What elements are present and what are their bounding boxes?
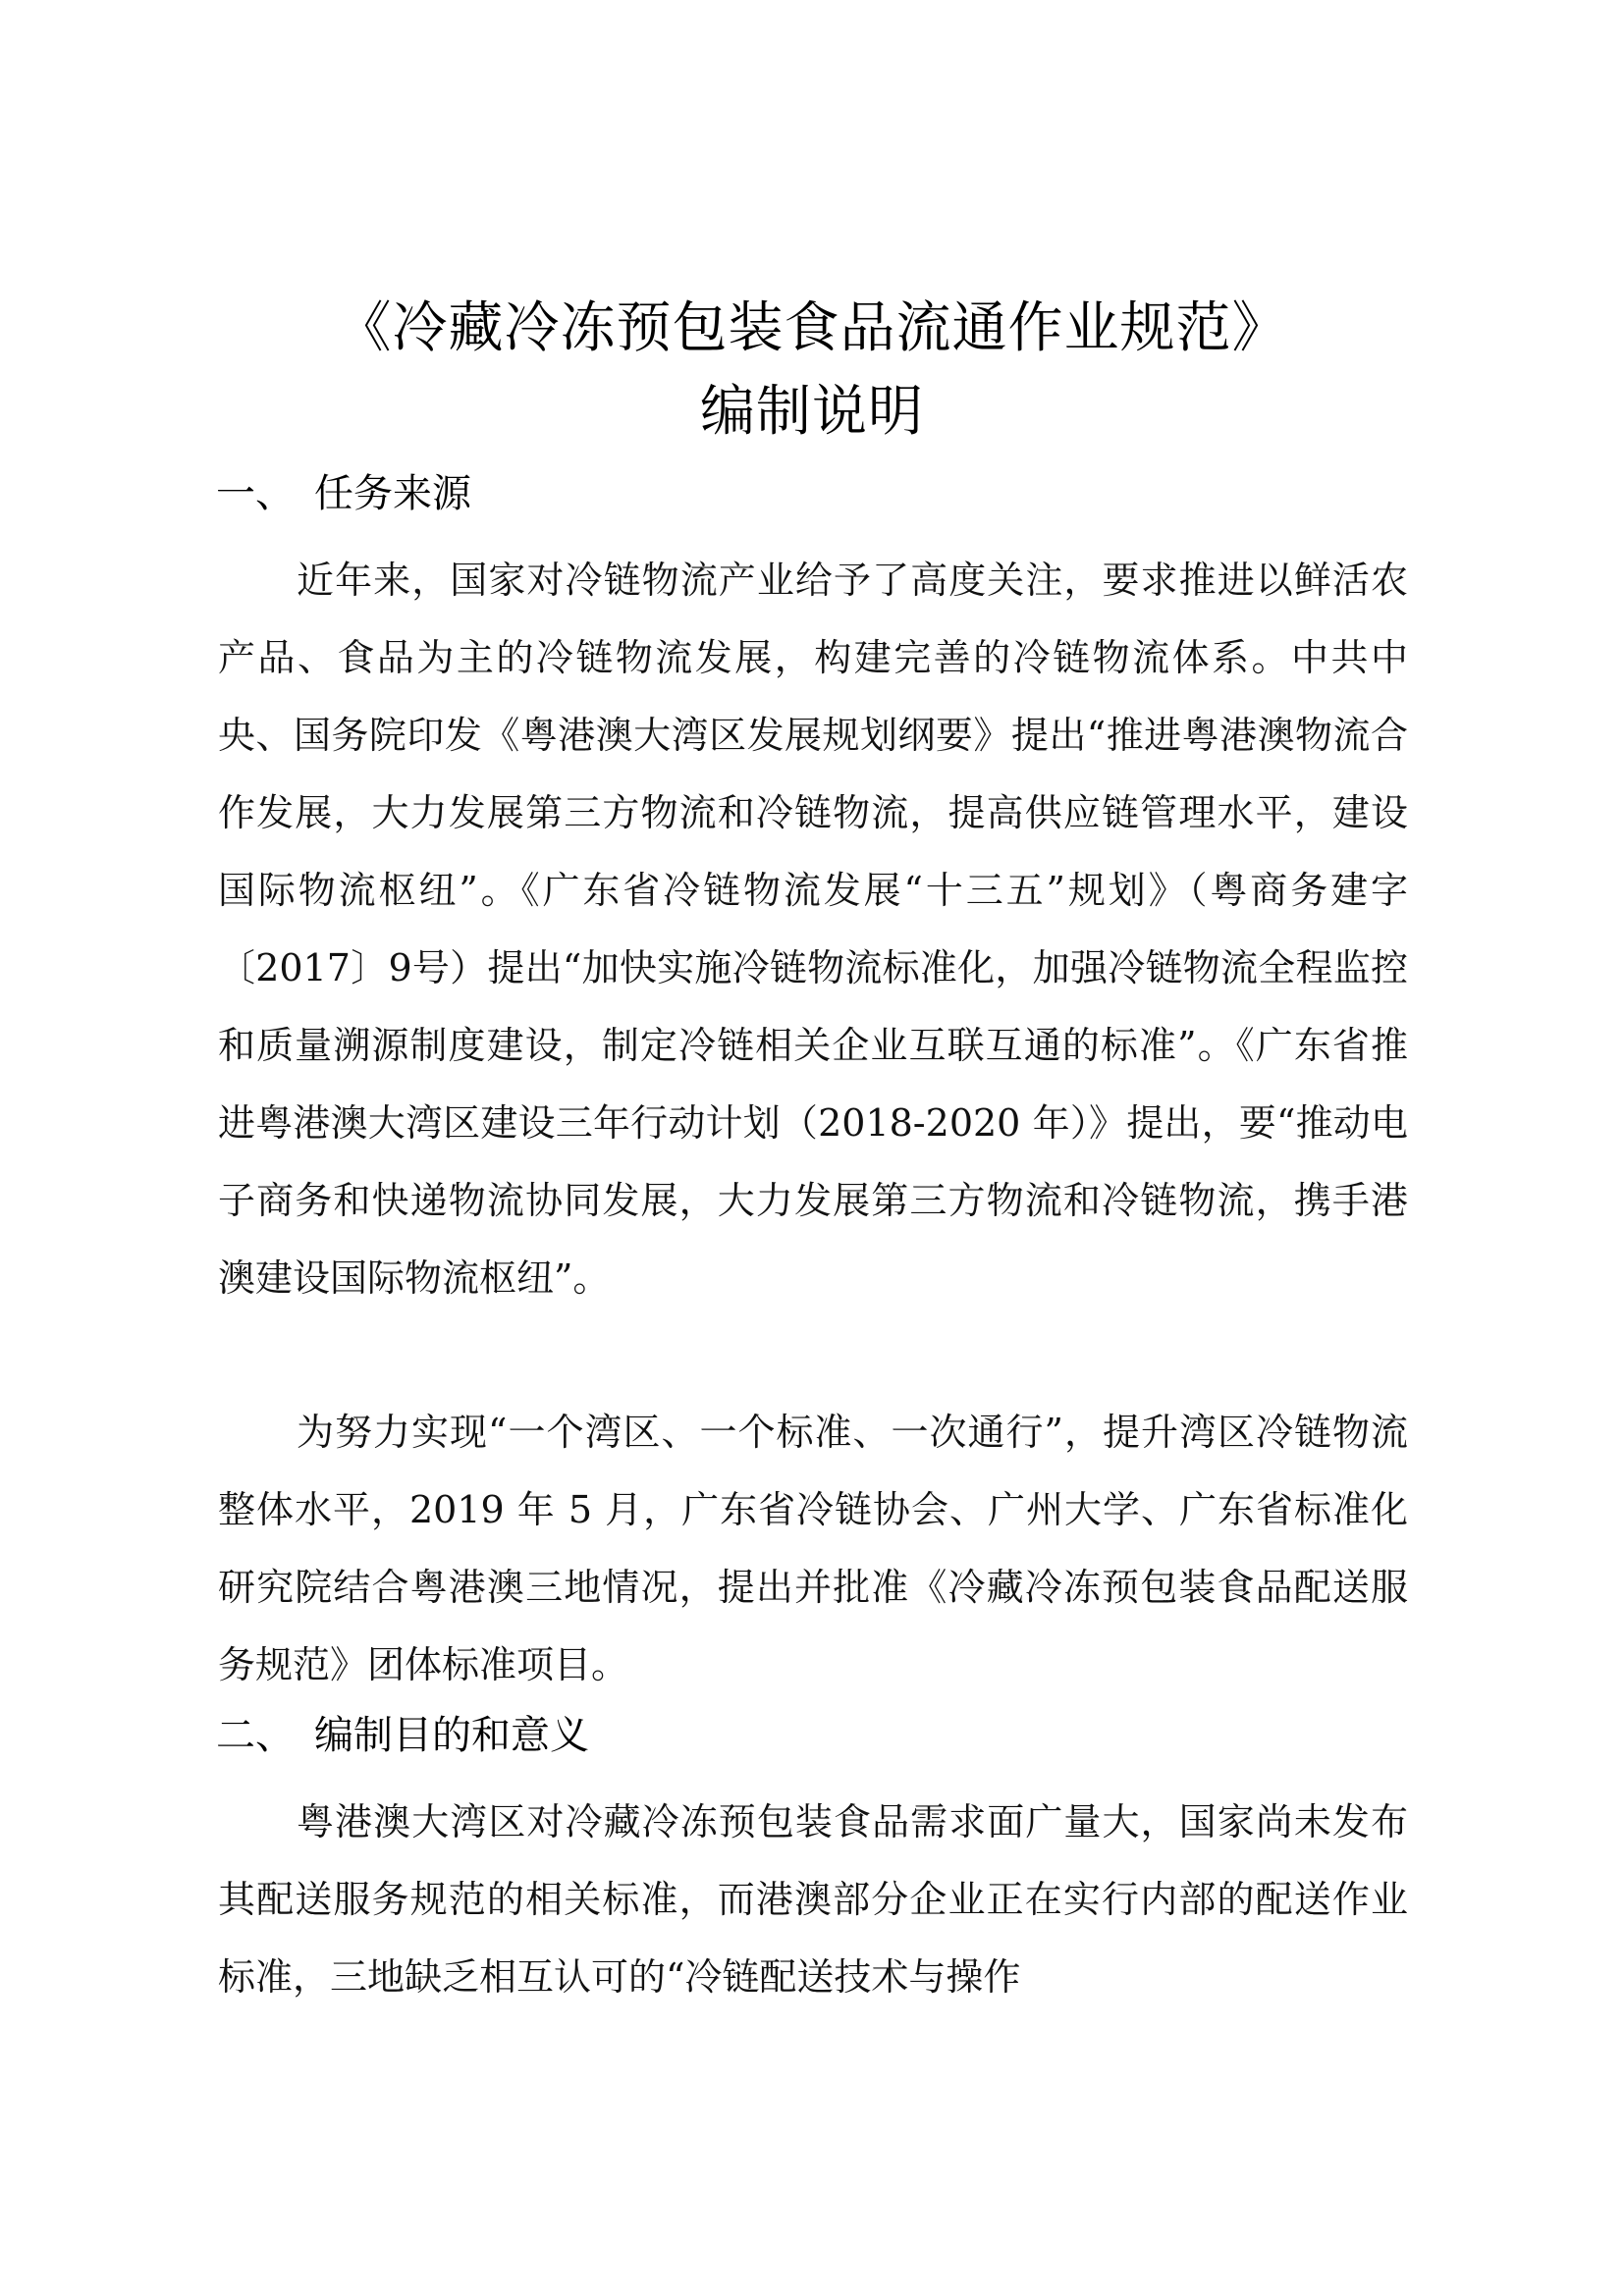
section-number: 二、	[216, 1713, 295, 1758]
document-title: 《冷藏冷冻预包装食品流通作业规范》	[336, 296, 1288, 360]
document-subtitle: 编制说明	[700, 380, 924, 444]
section-title: 编制目的和意义	[314, 1713, 589, 1758]
section-heading-2	[216, 1708, 589, 1763]
paragraph-project-approval: 为努力实现“一个湾区、一个标准、一次通行”，提升湾区冷链物流整体水平，2019 年 5 月，广东省冷链协会、广州大学、广东省标准化研究院结合粤港澳三地情况，提出并批准《冷藏冷冻预包装食品配送服务规范》团体标准项目。	[218, 1411, 1408, 1686]
section-heading-1	[216, 466, 471, 521]
section-title: 任务来源	[314, 471, 471, 516]
paragraph-task-source: 近年来，国家对冷链物流产业给予了高度关注，要求推进以鲜活农产品、食品为主的冷链物流发展，构建完善的冷链物流体系。中共中央、国务院印发《粤港澳大湾区发展规划纲要》提出“推进粤港澳物流合作发展，大力发展第三方物流和冷链物流，提高供应链管理水平，建设国际物流枢纽”。《广东省冷链物流发展“十三五”规划》（粤商务建字〔2017〕9号）提出“加快实施冷链物流标准化，加强冷链物流全程监控和质量溯源制度建设，制定冷链相关企业互联互通的标准”。《广东省推进粤港澳大湾区建设三年行动计划（2018-2020 年）》提出，要“推动电子商务和快递物流协同发展，大力发展第三方物流和冷链物流，携手港澳建设国际物流枢纽”。	[218, 559, 1408, 1300]
paragraph-purpose: 粤港澳大湾区对冷藏冷冻预包装食品需求面广量大，国家尚未发布其配送服务规范的相关标准，而港澳部分企业正在实行内部的配送作业标准，三地缺乏相互认可的“冷链配送技术与操作	[218, 1800, 1408, 1999]
section-number: 一、	[216, 471, 295, 516]
